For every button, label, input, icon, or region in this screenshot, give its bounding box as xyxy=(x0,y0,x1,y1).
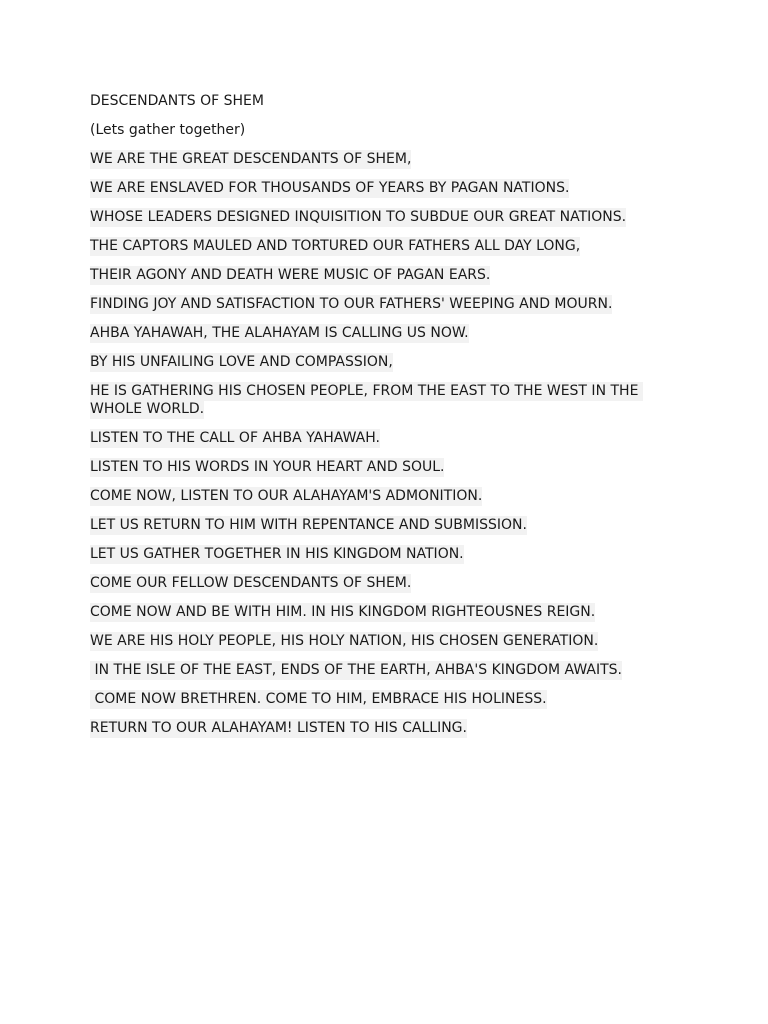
text-line xyxy=(90,661,680,679)
text-line xyxy=(90,574,680,592)
text-line xyxy=(90,458,680,476)
text-line-content: LET US GATHER TOGETHER IN HIS KINGDOM NATION. xyxy=(90,546,464,562)
text-line-content: WHOSE LEADERS DESIGNED INQUISITION TO SUBDUE OUR GREAT NATIONS. xyxy=(90,209,627,225)
text-line xyxy=(90,487,680,505)
text-line-content: COME NOW BRETHREN. COME TO HIM, EMBRACE HIS HOLINESS. xyxy=(90,691,547,707)
document-body xyxy=(90,92,680,748)
text-line-content: IN THE ISLE OF THE EAST, ENDS OF THE EARTH, AHBA'S KINGDOM AWAITS. xyxy=(90,662,623,678)
text-line-content: LISTEN TO HIS WORDS IN YOUR HEART AND SOUL. xyxy=(90,459,445,475)
text-line xyxy=(90,208,680,226)
text-line xyxy=(90,324,680,342)
text-line-content: COME NOW AND BE WITH HIM. IN HIS KINGDOM RIGHTEOUSNES REIGN. xyxy=(90,604,596,620)
text-line xyxy=(90,237,680,255)
document-subtitle-text: (Lets gather together) xyxy=(90,122,246,138)
text-line-content: FINDING JOY AND SATISFACTION TO OUR FATHERS' WEEPING AND MOURN. xyxy=(90,296,613,312)
text-line xyxy=(90,295,680,313)
text-line xyxy=(90,179,680,197)
text-line xyxy=(90,632,680,650)
text-line-content: LISTEN TO THE CALL OF AHBA YAHAWAH. xyxy=(90,430,380,446)
text-line xyxy=(90,150,680,168)
text-line xyxy=(90,603,680,621)
text-line xyxy=(90,516,680,534)
text-line xyxy=(90,545,680,563)
text-line xyxy=(90,429,680,447)
text-line-content: COME NOW, LISTEN TO OUR ALAHAYAM'S ADMONITION. xyxy=(90,488,483,504)
text-line-content: HE IS GATHERING HIS CHOSEN PEOPLE, FROM THE EAST TO THE WEST IN THE WHOLE WORLD. xyxy=(90,383,643,417)
text-line-content: AHBA YAHAWAH, THE ALAHAYAM IS CALLING US NOW. xyxy=(90,325,469,341)
text-line xyxy=(90,266,680,284)
text-line xyxy=(90,690,680,708)
text-line-content: COME OUR FELLOW DESCENDANTS OF SHEM. xyxy=(90,575,412,591)
text-line xyxy=(90,382,680,418)
text-line-content: THEIR AGONY AND DEATH WERE MUSIC OF PAGAN EARS. xyxy=(90,267,491,283)
document-title-text: DESCENDANTS OF SHEM xyxy=(90,93,264,109)
text-line-content: THE CAPTORS MAULED AND TORTURED OUR FATHERS ALL DAY LONG, xyxy=(90,238,581,254)
text-line-content: WE ARE ENSLAVED FOR THOUSANDS OF YEARS BY PAGAN NATIONS. xyxy=(90,180,570,196)
document-title xyxy=(90,92,680,110)
document-subtitle xyxy=(90,121,680,139)
text-line xyxy=(90,353,680,371)
text-line-content: WE ARE HIS HOLY PEOPLE, HIS HOLY NATION, HIS CHOSEN GENERATION. xyxy=(90,633,599,649)
text-line-content: RETURN TO OUR ALAHAYAM! LISTEN TO HIS CALLING. xyxy=(90,720,467,736)
text-line xyxy=(90,719,680,737)
text-line-content: WE ARE THE GREAT DESCENDANTS OF SHEM, xyxy=(90,151,412,167)
text-line-content: BY HIS UNFAILING LOVE AND COMPASSION, xyxy=(90,354,393,370)
text-line-content: LET US RETURN TO HIM WITH REPENTANCE AND SUBMISSION. xyxy=(90,517,527,533)
